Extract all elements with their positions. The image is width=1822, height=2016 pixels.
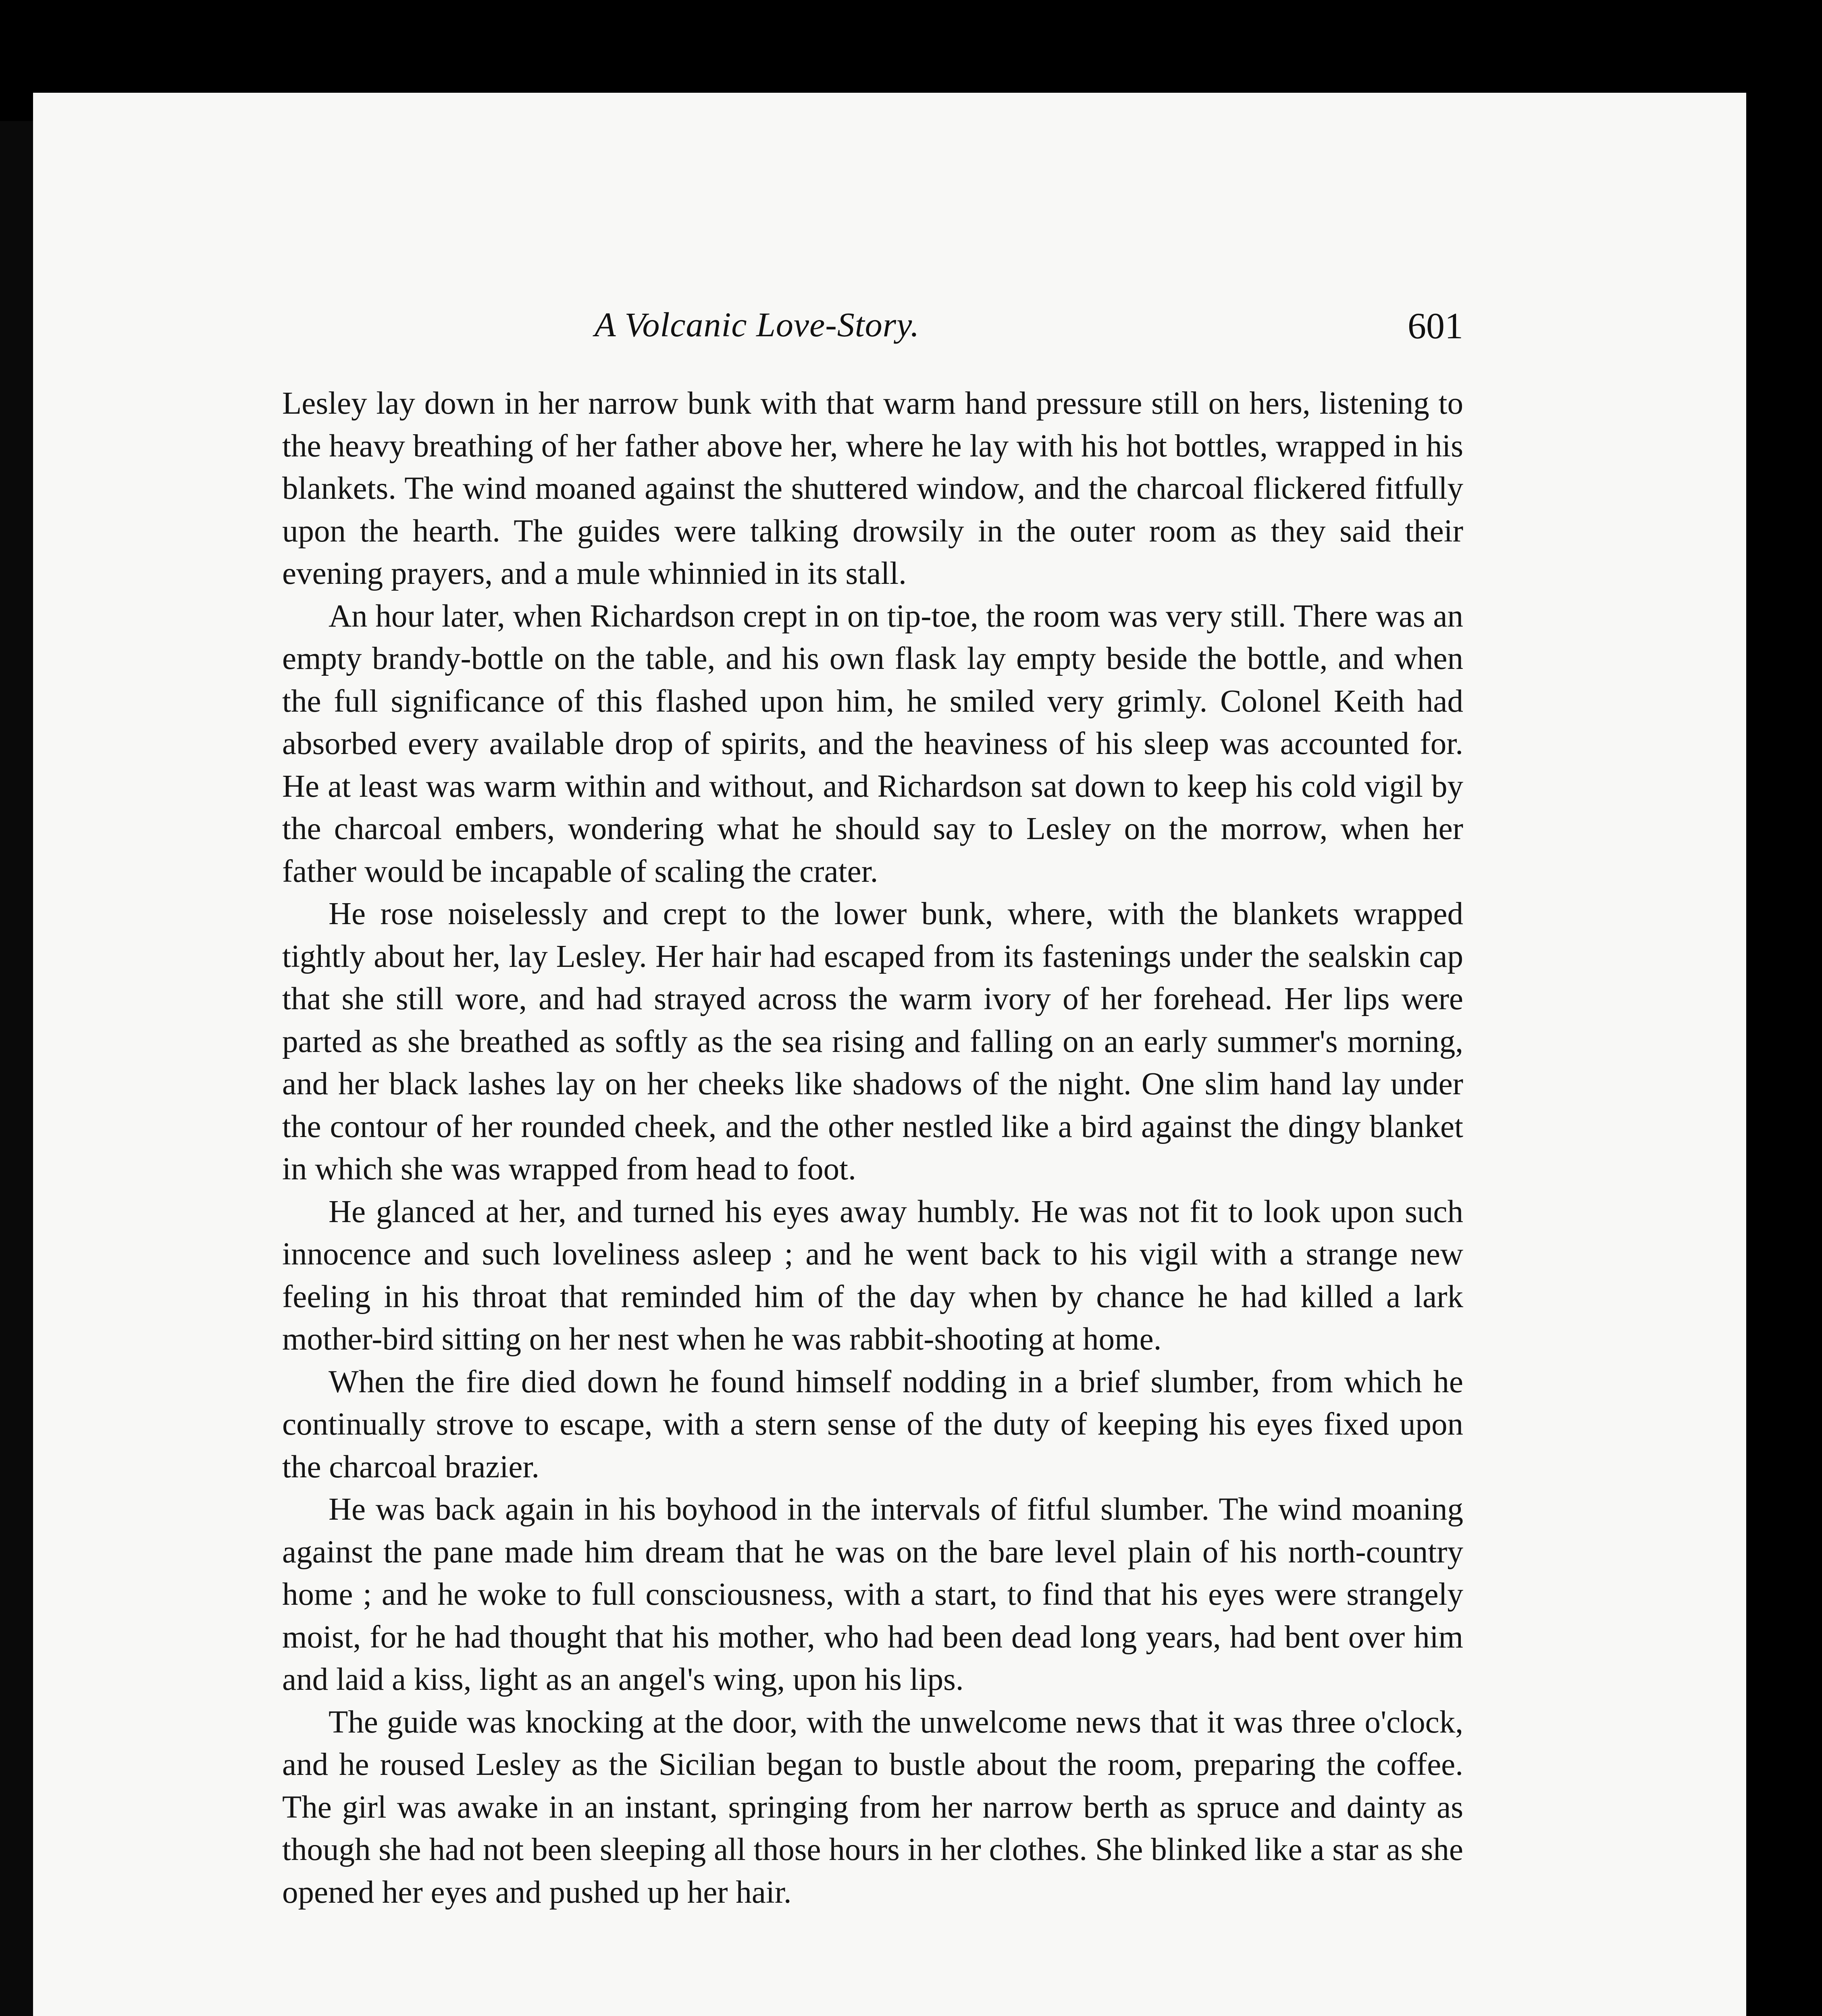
paragraph: The guide was knocking at the door, with the unwelcome news that it was three o'clock, and he roused Lesley as the Sicilian began to bustle about the room, preparing the coffee. The girl was awake in an instant, springing from her narrow berth as spruce and dainty as though she had not been sleeping all those hours in her clothes. She blinked like a star as she opened her eyes and pushed up her hair. (282, 1704, 1463, 1910)
paragraph: He rose noiselessly and crept to the lower bunk, where, with the blankets wrapped tightly about her, lay Lesley. Her hair had escaped from its fastenings under the sealskin cap that she still wore, and had strayed across the warm ivory of her forehead. Her lips were parted as she breathed as softly as the sea rising and falling on an early summer's morning, and her black lashes lay on her cheeks like shadows of the night. One slim hand lay under the contour of her rounded cheek, and the other nestled like a bird against the dingy blanket in which she was wrapped from head to foot. (282, 896, 1463, 1187)
paragraph: He was back again in his boyhood in the intervals of fitful slumber. The wind moaning against the pane made him dream that he was on the bare level plain of his north-country home ; and he woke to full consciousness, with a start, to find that his eyes were strangely moist, for he had thought that his mother, who had been dead long years, had bent over him and laid a kiss, light as an angel's wing, upon his lips. (282, 1492, 1463, 1697)
paragraph: He glanced at her, and turned his eyes away humbly. He was not fit to look upon such innocence and such loveliness asleep ; and he went back to his vigil with a strange new feeling in his throat that reminded him of the day when by chance he had killed a lark mother-bird sitting on her nest when he was rabbit-shooting at home. (282, 1194, 1463, 1357)
page-number: 601 (1408, 305, 1463, 346)
story-text (282, 382, 1463, 1914)
paragraph: When the fire died down he found himself nodding in a brief slumber, from which he continually strove to escape, with a stern sense of the duty of keeping his eyes fixed upon the charcoal brazier. (282, 1364, 1463, 1485)
book-spine-edge (0, 121, 35, 2016)
running-header (595, 304, 1463, 349)
paragraph: An hour later, when Richardson crept in on tip-toe, the room was very still. There was an empty brandy-bottle on the table, and his own flask lay empty beside the bottle, and when the full significance of this flashed upon him, he smiled very grimly. Colonel Keith had absorbed every available drop of spirits, and the heaviness of his sleep was accounted for. He at least was warm within and without, and Richardson sat down to keep his cold vigil by the charcoal embers, wondering what he should say to Lesley on the morrow, when her father would be incapable of scaling the crater. (282, 598, 1463, 889)
running-title: A Volcanic Love-Story. (595, 305, 920, 344)
paragraph: Lesley lay down in her narrow bunk with that warm hand pressure still on hers, listening to the heavy breathing of her father above her, where he lay with his hot bottles, wrapped in his blankets. The wind moaned against the shuttered window, and the charcoal flickered fitfully upon the hearth. The guides were talking drowsily in the outer room as they said their evening prayers, and a mule whinnied in its stall. (282, 386, 1463, 591)
